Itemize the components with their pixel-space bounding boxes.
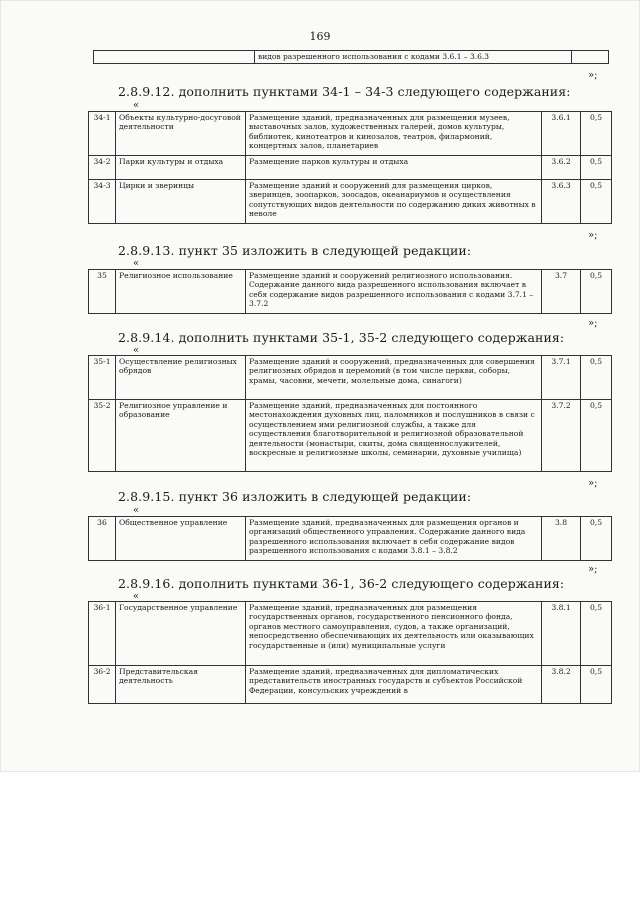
section-heading: 2.8.9.13. пункт 35 изложить в следующей редакции: — [118, 243, 472, 258]
continuation-table-row — [93, 50, 609, 64]
use-type-name: Объекты культурно-досуговой деятельности — [116, 112, 246, 156]
row-number: 36 — [89, 517, 116, 561]
use-type-description: Размещение зданий, предназначенных для размещения органов и организаций общественного управления. Содержание данного вида разрешенного использования включает в себя содержание видов разрешенного использования с кодами 3.8.1 – 3.8.2 — [246, 517, 542, 561]
use-type-description: Размещение зданий, предназначенных для дипломатических представительств иностранных государств и субъектов Российской Федерации, консульских учреждений в — [246, 666, 542, 704]
amendment-table — [88, 269, 612, 314]
closing-quote: »; — [588, 318, 598, 329]
row-number: 35 — [89, 270, 116, 314]
table-row — [89, 112, 612, 156]
use-type-description: Размещение зданий и сооружений для размещения цирков, зверинцев, зоопарков, зоосадов, океанариумов и осуществления сопутствующих видов деятельности по содержанию диких животных в неволе — [246, 180, 542, 224]
coefficient-value: 0,5 — [581, 602, 612, 666]
closing-quote: »; — [588, 230, 598, 241]
closing-quote: »; — [588, 70, 598, 81]
use-type-code: 3.7 — [542, 270, 581, 314]
opening-quote: « — [133, 345, 140, 356]
coefficient-value: 0,5 — [581, 112, 612, 156]
use-type-description: Размещение парков культуры и отдыха — [246, 156, 542, 180]
closing-quote: »; — [588, 564, 598, 575]
row-number: 36-1 — [89, 602, 116, 666]
use-type-description: Размещение зданий, предназначенных для размещения государственных органов, государственного пенсионного фонда, органов местного самоуправления, судов, а также организаций, непосредственно обеспечивающих их деятельность или оказывающих государственные и (или) муниципальные услуги — [246, 602, 542, 666]
coefficient-value: 0,5 — [581, 180, 612, 224]
row-number: 34-2 — [89, 156, 116, 180]
use-type-code: 3.7.1 — [542, 356, 581, 400]
row-number: 35-2 — [89, 400, 116, 472]
use-type-description: Размещение зданий и сооружений религиозного использования. Содержание данного вида разрешенного использования включает в себя содержание видов разрешенного использования с кодами 3.7.1 – 3.7.2 — [246, 270, 542, 314]
row-number: 36-2 — [89, 666, 116, 704]
table-row — [89, 400, 612, 472]
section-heading: 2.8.9.15. пункт 36 изложить в следующей редакции: — [118, 489, 472, 504]
use-type-code: 3.6.2 — [542, 156, 581, 180]
use-type-name: Представительская деятельность — [116, 666, 246, 704]
use-type-code: 3.7.2 — [542, 400, 581, 472]
table-row — [89, 356, 612, 400]
use-type-name: Парки культуры и отдыха — [116, 156, 246, 180]
opening-quote: « — [133, 258, 140, 269]
use-type-description: Размещение зданий, предназначенных для размещения музеев, выставочных залов, художественных галерей, домов культуры, библиотек, кинотеатров и кинозалов, театров, филармоний, концертных залов, планетариев — [246, 112, 542, 156]
opening-quote: « — [133, 505, 140, 516]
section-heading: 2.8.9.16. дополнить пунктами 36-1, 36-2 следующего содержания: — [118, 576, 565, 591]
use-type-code: 3.8.1 — [542, 602, 581, 666]
section-heading: 2.8.9.12. дополнить пунктами 34-1 – 34-3 следующего содержания: — [118, 84, 571, 99]
row-number: 35-1 — [89, 356, 116, 400]
coefficient-value: 0,5 — [581, 517, 612, 561]
table-row — [89, 156, 612, 180]
row-number: 34-1 — [89, 112, 116, 156]
amendment-table — [88, 601, 612, 704]
use-type-code: 3.6.3 — [542, 180, 581, 224]
row-number: 34-3 — [89, 180, 116, 224]
use-type-code: 3.8.2 — [542, 666, 581, 704]
use-type-name: Религиозное управление и образование — [116, 400, 246, 472]
coefficient-value: 0,5 — [581, 156, 612, 180]
use-type-name: Осуществление религиозных обрядов — [116, 356, 246, 400]
table-row — [89, 517, 612, 561]
coefficient-value: 0,5 — [581, 356, 612, 400]
coefficient-value: 0,5 — [581, 400, 612, 472]
table-row — [89, 270, 612, 314]
continuation-text: видов разрешенного использования с кодами 3.6.1 – 3.6.3 — [258, 52, 490, 61]
amendment-table — [88, 111, 612, 224]
table-cell — [94, 51, 255, 63]
coefficient-value: 0,5 — [581, 666, 612, 704]
coefficient-value: 0,5 — [581, 270, 612, 314]
amendment-table — [88, 355, 612, 472]
opening-quote: « — [133, 100, 140, 111]
section-heading: 2.8.9.14. дополнить пунктами 35-1, 35-2 следующего содержания: — [118, 330, 565, 345]
use-type-description: Размещение зданий и сооружений, предназначенных для совершения религиозных обрядов и церемоний (в том числе церкви, соборы, храмы, часовни, мечети, молельные дома, синагоги) — [246, 356, 542, 400]
table-cell — [571, 51, 608, 63]
page-number: 169 — [309, 30, 331, 43]
use-type-name: Общественное управление — [116, 517, 246, 561]
table-row — [89, 602, 612, 666]
use-type-name: Цирки и зверинцы — [116, 180, 246, 224]
use-type-name: Государственное управление — [116, 602, 246, 666]
closing-quote: »; — [588, 478, 598, 489]
use-type-name: Религиозное использование — [116, 270, 246, 314]
opening-quote: « — [133, 591, 140, 602]
amendment-table — [88, 516, 612, 561]
use-type-description: Размещение зданий, предназначенных для постоянного местонахождения духовных лиц, паломников и послушников в связи с осуществлением ими религиозной службы, а также для осуществления благотворительной и религиозной образовательной деятельности (монастыри, скиты, дома священнослужителей, воскресные и религиозные школы, семинарии, духовные училища) — [246, 400, 542, 472]
use-type-code: 3.8 — [542, 517, 581, 561]
use-type-code: 3.6.1 — [542, 112, 581, 156]
table-row — [89, 666, 612, 704]
table-row — [89, 180, 612, 224]
